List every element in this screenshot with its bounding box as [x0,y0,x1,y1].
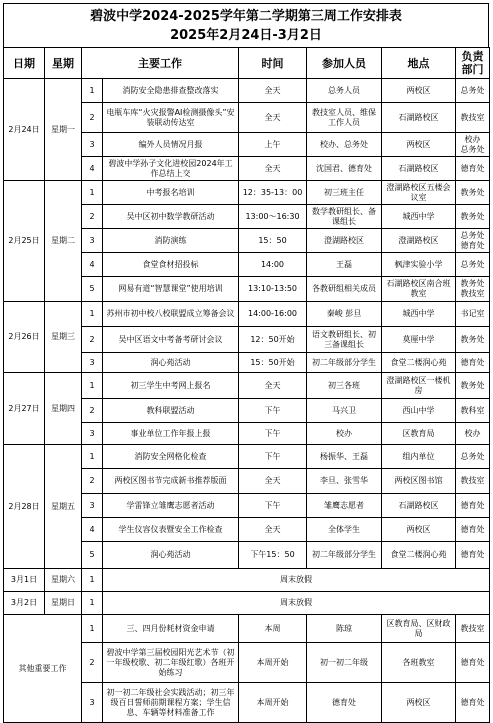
place-cell: 澄湖路校区五楼会议室 [382,181,456,205]
time-cell: 14:00 [239,253,307,277]
place-cell: 区教育局、区财政局 [382,615,456,643]
row-number: 2 [82,103,103,133]
place-cell: 石湖路校区 [382,157,456,181]
row-number: 3 [82,423,103,445]
row-number: 3 [82,683,103,723]
people-cell: 语文教研组长、初三备课组长 [307,327,382,353]
people-cell: 初三班主任 [307,181,382,205]
place-cell: 石湖路校区 [382,103,456,133]
dept-cell: 教务处 [456,205,490,229]
people-cell: 澄湖路校区 [307,229,382,253]
dept-cell: 教务处 [456,327,490,353]
place-cell: 区教育局 [382,423,456,445]
time-cell: 下午 [239,494,307,518]
row-number: 1 [82,592,103,615]
people-cell: 德育处 [307,683,382,723]
task-cell: 周末放假 [103,569,490,592]
people-cell: 雏鹰志愿者 [307,494,382,518]
people-cell: 初二年级部分学生 [307,353,382,373]
header-time: 时间 [239,48,307,79]
dept-cell: 校办 总务处 [456,133,490,157]
place-cell: 枫津实验小学 [382,253,456,277]
place-cell: 城西中学 [382,302,456,327]
day-date: 2月24日 [4,79,45,181]
people-cell: 全体学生 [307,518,382,542]
place-cell: 石湖路校区南合班教室 [382,277,456,302]
dept-cell: 德育处 [456,643,490,683]
day-weekday: 星期三 [45,302,82,373]
people-cell: 李旦、张雪华 [307,469,382,494]
people-cell: 初一初二年级 [307,643,382,683]
dept-cell: 德育处 [456,494,490,518]
table-row [4,79,490,103]
time-cell: 下午 [239,423,307,445]
row-number: 2 [82,205,103,229]
time-cell: 13:00～16:30 [239,205,307,229]
day-date: 3月2日 [4,592,45,615]
time-cell: 13:10-13:50 [239,277,307,302]
dept-cell: 教务处 教技室 [456,277,490,302]
dept-cell: 德育处 [456,157,490,181]
row-number: 1 [82,79,103,103]
task-cell: 中考报名培训 [103,181,239,205]
people-cell: 杨振华、王磊 [307,445,382,469]
header-place: 地点 [382,48,456,79]
row-number: 3 [82,353,103,373]
row-number: 1 [82,569,103,592]
time-cell: 全天 [239,103,307,133]
place-cell: 两校区 [382,79,456,103]
row-number: 3 [82,229,103,253]
time-cell: 14:00-16:00 [239,302,307,327]
people-cell: 初三各班 [307,373,382,399]
time-cell: 下午 [239,399,307,423]
place-cell: 两校区图书馆 [382,469,456,494]
row-number: 5 [82,542,103,569]
people-cell: 马兴卫 [307,399,382,423]
header-task: 主要工作 [82,48,239,79]
people-cell: 总务人员 [307,79,382,103]
day-weekday: 星期二 [45,181,82,302]
dept-cell: 教技室 [456,103,490,133]
row-number: 4 [82,157,103,181]
day-weekday: 星期五 [45,445,82,569]
table-row [4,373,490,399]
task-cell: 消防安全网格化检查 [103,445,239,469]
schedule-table [3,47,490,723]
time-cell: 12：35-13：00 [239,181,307,205]
place-cell: 澄湖路校区一楼机房 [382,373,456,399]
dept-cell: 书记室 [456,302,490,327]
time-cell: 本周开始 [239,643,307,683]
day-weekday: 星期日 [45,592,82,615]
task-cell: 三、四月份耗材资金申请 [103,615,239,643]
place-cell: 莫厘中学 [382,327,456,353]
time-cell: 本周 [239,615,307,643]
place-cell: 澄湖路校区 [382,229,456,253]
people-cell: 各教研组相关成员 [307,277,382,302]
task-cell: 编外人员情况月报 [103,133,239,157]
day-weekday: 星期四 [45,373,82,445]
day-date: 2月27日 [4,373,45,445]
table-row [4,302,490,327]
row-number: 2 [82,399,103,423]
time-cell: 全天 [239,469,307,494]
task-cell: 碧波中学孙子文化进校园2024年工作总结上交 [103,157,239,181]
place-cell: 组内单位 [382,445,456,469]
task-cell: 初三学生中考网上报名 [103,373,239,399]
row-number: 3 [82,133,103,157]
schedule-body [4,48,490,723]
row-number: 1 [82,615,103,643]
task-cell: 教科联盟活动 [103,399,239,423]
day-weekday: 星期一 [45,79,82,181]
task-cell: 碧波中学第三届校园阳光艺术节（初一年级校歌、初二年级红歌）各班开始练习 [103,643,239,683]
people-cell: 教技室人员、维保工作人员 [307,103,382,133]
task-cell: 消防演练 [103,229,239,253]
header-dept: 负责 部门 [456,48,490,79]
task-cell: 学生仪容仪表暨安全工作检查 [103,518,239,542]
place-cell: 西山中学 [382,399,456,423]
row-number: 1 [82,373,103,399]
time-cell: 15：50开始 [239,353,307,373]
title-block [3,3,489,47]
row-number: 3 [82,494,103,518]
place-cell: 石湖路校区 [382,494,456,518]
title-main: 碧波中学2024-2025学年第二学期第三周工作安排表 [90,9,402,24]
task-cell: 学雷锋立雏鹰志愿者活动 [103,494,239,518]
dept-cell: 教务处 [456,373,490,399]
other-work-label: 其他重要工作 [4,615,82,723]
day-date: 2月26日 [4,302,45,373]
time-cell: 下午 [239,445,307,469]
task-cell: 消防安全隐患排查整改落实 [103,79,239,103]
row-number: 4 [82,253,103,277]
day-date: 2月28日 [4,445,45,569]
people-cell: 数学教研组长、备课组长 [307,205,382,229]
time-cell: 15：50 [239,229,307,253]
dept-cell: 德育处 [456,542,490,569]
task-cell: 网易有道“智慧课堂”使用培训 [103,277,239,302]
time-cell: 上午 [239,133,307,157]
dept-cell: 总务处 [456,253,490,277]
row-number: 2 [82,643,103,683]
time-cell: 下午15：50 [239,542,307,569]
people-cell: 陈琼 [307,615,382,643]
dept-cell: 教科室 [456,399,490,423]
place-cell: 两校区 [382,133,456,157]
row-number: 2 [82,327,103,353]
row-number: 4 [82,518,103,542]
table-row [4,181,490,205]
place-cell: 两校区 [382,683,456,723]
dept-cell: 德育处 [456,518,490,542]
time-cell: 全天 [239,373,307,399]
task-cell: 初一初二年级社会实践活动；初三年级百日誓师前期课程方案；学生信息、车辆等材料准备工作 [103,683,239,723]
task-cell: 事业单位工作年报上报 [103,423,239,445]
header-row [4,48,490,79]
task-cell: 吴中区语文中考备考研讨会议 [103,327,239,353]
table-row [4,615,490,643]
people-cell: 秦峻 彭旦 [307,302,382,327]
people-cell: 校办 [307,423,382,445]
time-cell: 12：50开始 [239,327,307,353]
table-row [4,592,490,615]
table-row [4,445,490,469]
dept-cell: 教技室 [456,615,490,643]
table-row [4,569,490,592]
row-number: 1 [82,445,103,469]
task-cell: 电瓶车库“火灾报警AI检测摄像头”安装联动传达室 [103,103,239,133]
time-cell: 全天 [239,157,307,181]
row-number: 1 [82,181,103,205]
header-people: 参加人员 [307,48,382,79]
place-cell: 各班教室 [382,643,456,683]
header-weekday: 星期 [45,48,82,79]
task-cell: 润心苑活动 [103,353,239,373]
dept-cell: 总务处 [456,445,490,469]
place-cell: 食堂二楼润心苑 [382,542,456,569]
day-date: 3月1日 [4,569,45,592]
time-cell: 本周开始 [239,683,307,723]
dept-cell: 德育处 [456,683,490,723]
row-number: 5 [82,277,103,302]
task-cell: 两校区图书节完成新书推荐版面 [103,469,239,494]
time-cell: 全天 [239,518,307,542]
task-cell: 苏州市初中校八校联盟成立筹备会议 [103,302,239,327]
day-weekday: 星期六 [45,569,82,592]
row-number: 2 [82,469,103,494]
people-cell: 校办、总务处 [307,133,382,157]
task-cell: 周末放假 [103,592,490,615]
day-date: 2月25日 [4,181,45,302]
header-date: 日期 [4,48,45,79]
task-cell: 吴中区初中数学教研活动 [103,205,239,229]
place-cell: 两校区 [382,518,456,542]
dept-cell: 教务处 [456,181,490,205]
dept-cell: 总务处 [456,79,490,103]
time-cell: 全天 [239,79,307,103]
people-cell: 王磊 [307,253,382,277]
people-cell: 沈国君、德育处 [307,157,382,181]
dept-cell: 总务处 德育处 [456,229,490,253]
task-cell: 食堂食材招投标 [103,253,239,277]
row-number: 1 [82,302,103,327]
task-cell: 润心苑活动 [103,542,239,569]
place-cell: 食堂二楼润心苑 [382,353,456,373]
dept-cell: 教技室 [456,469,490,494]
title-date-range: 2025年2月24日-3月2日 [170,28,322,43]
place-cell: 城西中学 [382,205,456,229]
dept-cell: 校办 [456,423,490,445]
people-cell: 初二年级部分学生 [307,542,382,569]
dept-cell: 德育处 [456,353,490,373]
